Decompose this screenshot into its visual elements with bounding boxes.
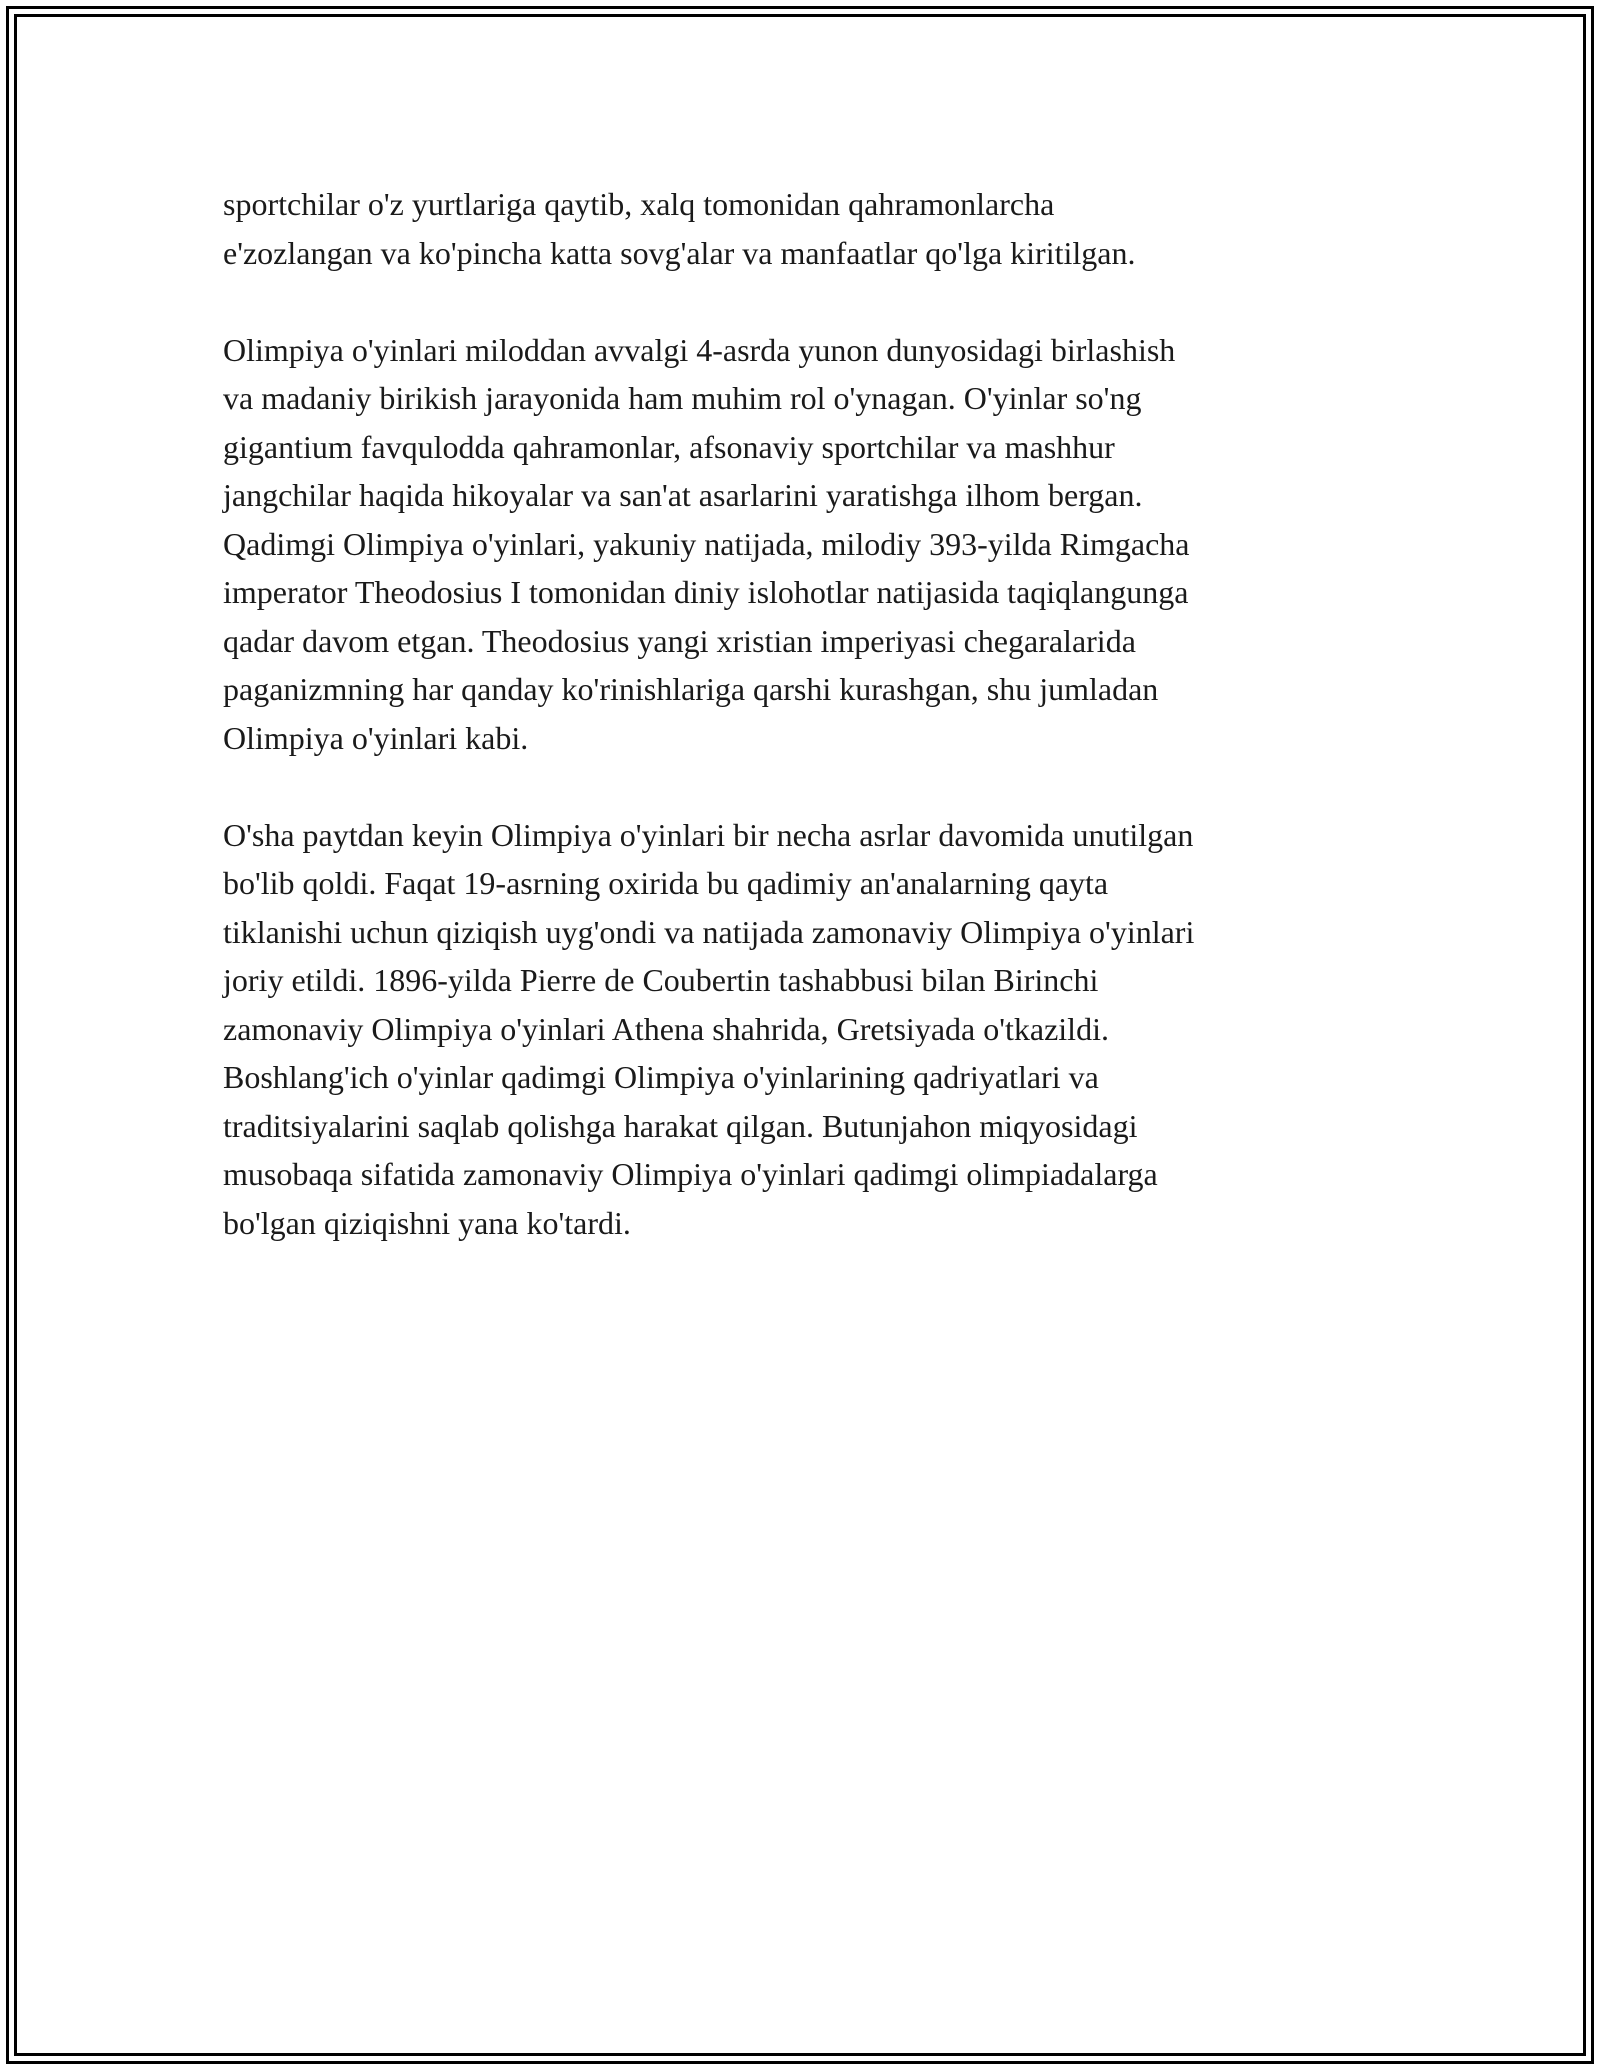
paragraph-2: Olimpiya o'yinlari miloddan avvalgi 4-asrda yunon dunyosidagi birlashish va madaniy birikish jarayonida ham muhim rol o'ynagan. O'yinlar so'ng gigantium favqulodda qahramonlar, afsonaviy sportchilar va mashhur jangchilar haqida hikoyalar va san'at asarlarini yaratishga ilhom bergan. Qadimgi Olimpiya o'yinlari, yakuniy natijada, milodiy 393-yilda Rimgacha imperator Theodosius I tomonidan diniy islohotlar natijasida taqiqlangunga qadar davom etgan. Theodosius yangi xristian imperiyasi chegaralarida paganizmning har qanday ko'rinishlariga qarshi kurashgan, shu jumladan Olimpiya o'yinlari kabi.: [223, 331, 1190, 756]
paragraph-1: sportchilar o'z yurtlariga qaytib, xalq tomonidan qahramonlarcha e'zozlangan va ko'pincha katta sovg'alar va manfaatlar qo'lga kiritilgan.: [223, 186, 1136, 271]
paragraph-3: O'sha paytdan keyin Olimpiya o'yinlari bir necha asrlar davomida unutilgan bo'lib qoldi. Faqat 19-asrning oxirida bu qadimiy an'analarning qayta tiklanishi uchun qiziqish uyg'ondi va natijada zamonaviy Olimpiya o'yinlari joriy etildi. 1896-yilda Pierre de Coubertin tashabbusi bilan Birinchi zamonaviy Olimpiya o'yinlari Athena shahrida, Gretsiyada o'tkazildi. Boshlang'ich o'yinlar qadimgi Olimpiya o'yinlarining qadriyatlari va traditsiyalarini saqlab qolishga harakat qilgan. Butunjahon miqyosidagi musobaqa sifatida zamonaviy Olimpiya o'yinlari qadimgi olimpiadalarga bo'lgan qiziqishni yana ko'tardi.: [223, 816, 1195, 1241]
document-body: [223, 180, 1363, 1296]
